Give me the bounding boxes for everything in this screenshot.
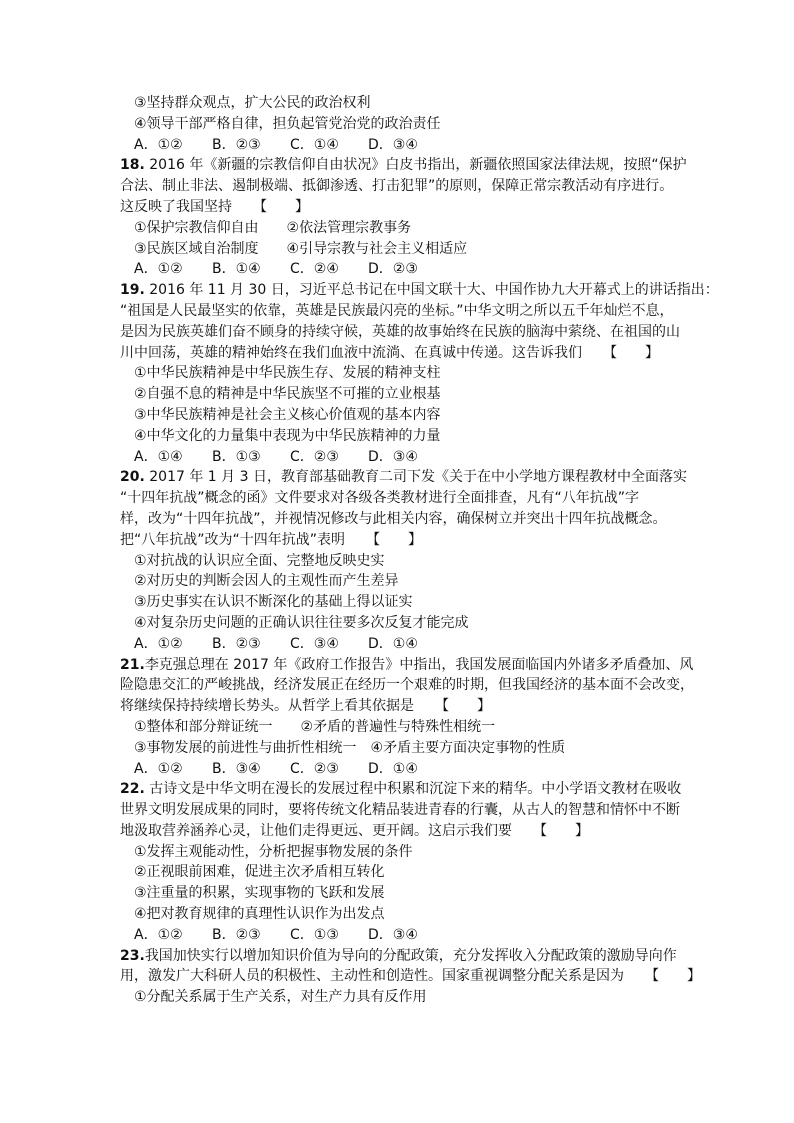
choice-b: B．①④ — [212, 261, 261, 278]
option-line: ③历史事实在认识不断深化的基础上得以证实 — [134, 594, 413, 611]
option-line: ②对历史的判断会因人的主观性而产生差异 — [134, 573, 399, 590]
option-line: ③中华民族精神是社会主义核心价值观的基本内容 — [134, 406, 441, 423]
choice-a: A．①② — [134, 635, 183, 652]
option-line: ①保护宗教信仰自由 ②依法管理宗教事务 — [134, 219, 412, 236]
answer-choices-21 — [120, 759, 705, 780]
choice-a: A．①④ — [134, 448, 183, 465]
option-line: ②正视眼前困难，促进主次矛盾相互转化 — [134, 864, 385, 881]
option-line: ②自强不息的精神是中华民族坚不可摧的立业根基 — [134, 386, 441, 403]
answer-choices-18 — [120, 259, 705, 280]
question-number: 19. — [120, 282, 145, 299]
option-line: ①分配关系属于生产关系，对生产力具有反作用 — [134, 989, 427, 1006]
question-22-stem — [120, 779, 705, 800]
choice-b: B．①③ — [212, 448, 261, 465]
choice-d: D．①④ — [368, 760, 418, 777]
question-text: 我国加快实行以增加知识价值为导向的分配政策，充分发挥收入分配政策的激励导向作 — [144, 947, 677, 964]
question-20-stem — [120, 467, 705, 488]
question-text: 用，激发广大科研人员的积极性、主动性和创造性。国家重视调整分配关系是因为 【 】 — [120, 968, 701, 985]
question-text: 合法、制止非法、遏制极端、抵御渗透、打击犯罪”的原则，保障正常宗教活动有序进行。 — [120, 178, 674, 195]
choice-a: A．①② — [134, 261, 183, 278]
choice-d: D．③④ — [368, 136, 418, 153]
answer-choices-20 — [120, 634, 705, 655]
option-line: ③民族区域自治制度 ④引导宗教与社会主义相适应 — [134, 240, 468, 257]
question-number: 23. — [120, 947, 145, 964]
choice-b: B．②③ — [212, 136, 261, 153]
choice-a: A．①② — [134, 136, 183, 153]
question-text: 世界文明发展成果的同时，要将传统文化精品装进青春的行囊，从古人的智慧和情怀中不断 — [120, 802, 680, 819]
question-text: 2016 年 11 月 30 日，习近平总书记在中国文联十大、中国作协九大开幕式上的讲话指出： — [144, 282, 719, 299]
choice-c: C．①③ — [290, 926, 339, 943]
choice-d: D．③④ — [368, 926, 418, 943]
option-line: ③注重量的积累，实现事物的飞跃和发展 — [134, 885, 385, 902]
question-text: 2017 年 1 月 3 日，教育部基础教育二司下发《关于在中小学地方课程教材中全面落实 — [144, 469, 687, 486]
question-text: 古诗文是中华文明在漫长的发展过程中积累和沉淀下来的精华。中小学语文教材在吸收 — [144, 781, 682, 798]
question-text: 险隐患交汇的严峻挑战，经济发展正在经历一个艰难的时期，但我国经济的基本面不会改变， — [120, 677, 694, 694]
question-18-stem — [120, 155, 705, 176]
question-text: 样，改为“十四年抗战”，并视情况修改与此相关内容，确保树立并突出十四年抗战概念。 — [120, 510, 667, 527]
question-text: 李克强总理在 2017 年《政府工作报告》中指出，我国发展面临国内外诸多矛盾叠加、风 — [144, 656, 694, 673]
choice-c: C．②③ — [290, 760, 339, 777]
question-19-stem — [120, 280, 719, 301]
answer-choices-22 — [120, 925, 705, 946]
choice-d: D．②③ — [368, 261, 418, 278]
question-text: 把“八年抗战”改为“十四年抗战”表明 【 】 — [120, 531, 423, 548]
choice-d: D．③④ — [368, 448, 418, 465]
answer-choices-17 — [120, 135, 705, 156]
question-number: 18. — [120, 157, 145, 174]
option-line: ①整体和部分辩证统一 ②矛盾的普遍性与特殊性相统一 — [134, 718, 496, 735]
question-text: 这反映了我国坚持 【 】 — [120, 198, 309, 215]
choice-c: C．②③ — [290, 448, 339, 465]
question-text: “十四年抗战”概念的函》文件要求对各级各类教材进行全面排查，凡有“八年抗战”字 — [120, 490, 640, 507]
option-line: ③坚持群众观点，扩大公民的政治权利 — [134, 95, 371, 111]
question-text: 是因为民族英雄们奋不顾身的持续守候，英雄的故事始终在民族的脑海中萦绕、在祖国的山 — [120, 323, 680, 340]
question-text: 地汲取营养涵养心灵，让他们走得更远、更开阔。这启示我们要 【 】 — [120, 822, 589, 839]
choice-b: B．③④ — [212, 760, 261, 777]
option-line: ①中华民族精神是中华民族生存、发展的精神支柱 — [134, 365, 441, 382]
question-number: 21. — [120, 656, 145, 673]
choice-b: B．②③ — [212, 926, 261, 943]
choice-c: C．③④ — [290, 635, 339, 652]
choice-d: D．①④ — [368, 635, 418, 652]
option-line: ①发挥主观能动性，分析把握事物发展的条件 — [134, 843, 413, 860]
option-line: ①对抗战的认识应全面、完整地反映史实 — [134, 552, 385, 569]
choice-c: C．②④ — [290, 261, 339, 278]
question-text: 2016 年《新疆的宗教信仰自由状况》白皮书指出，新疆依照国家法律法规，按照“保护 — [144, 157, 687, 174]
choice-b: B．②③ — [212, 635, 261, 652]
question-text: “祖国是人民最坚实的依靠，英雄是民族最闪亮的坐标。”中华文明之所以五千年灿烂不息， — [120, 302, 674, 319]
choice-a: A．①② — [134, 760, 183, 777]
answer-choices-19 — [120, 447, 705, 468]
option-line: ④领导干部严格自律，担负起管党治党的政治责任 — [134, 115, 441, 132]
choice-a: A．①② — [134, 926, 183, 943]
option-line: ④把对教育规律的真理性认识作为出发点 — [134, 906, 385, 923]
question-text: 将继续保持持续增长势头。从哲学上看其依据是 【 】 — [120, 698, 491, 715]
question-23-stem — [120, 946, 705, 967]
option-line: ③事物发展的前进性与曲折性相统一 ④矛盾主要方面决定事物的性质 — [134, 739, 566, 756]
exam-page — [120, 93, 719, 1008]
question-text: 川中回荡，英雄的精神始终在我们血液中流淌、在真诚中传递。这告诉我们 【 】 — [120, 344, 659, 361]
option-line: ④中华文化的力量集中表现为中华民族精神的力量 — [134, 427, 441, 444]
option-line: ④对复杂历史问题的正确认识往往要多次反复才能完成 — [134, 614, 469, 631]
question-number: 22. — [120, 781, 145, 798]
choice-c: C．①④ — [290, 136, 339, 153]
question-number: 20. — [120, 469, 145, 486]
question-21-stem — [120, 655, 705, 676]
